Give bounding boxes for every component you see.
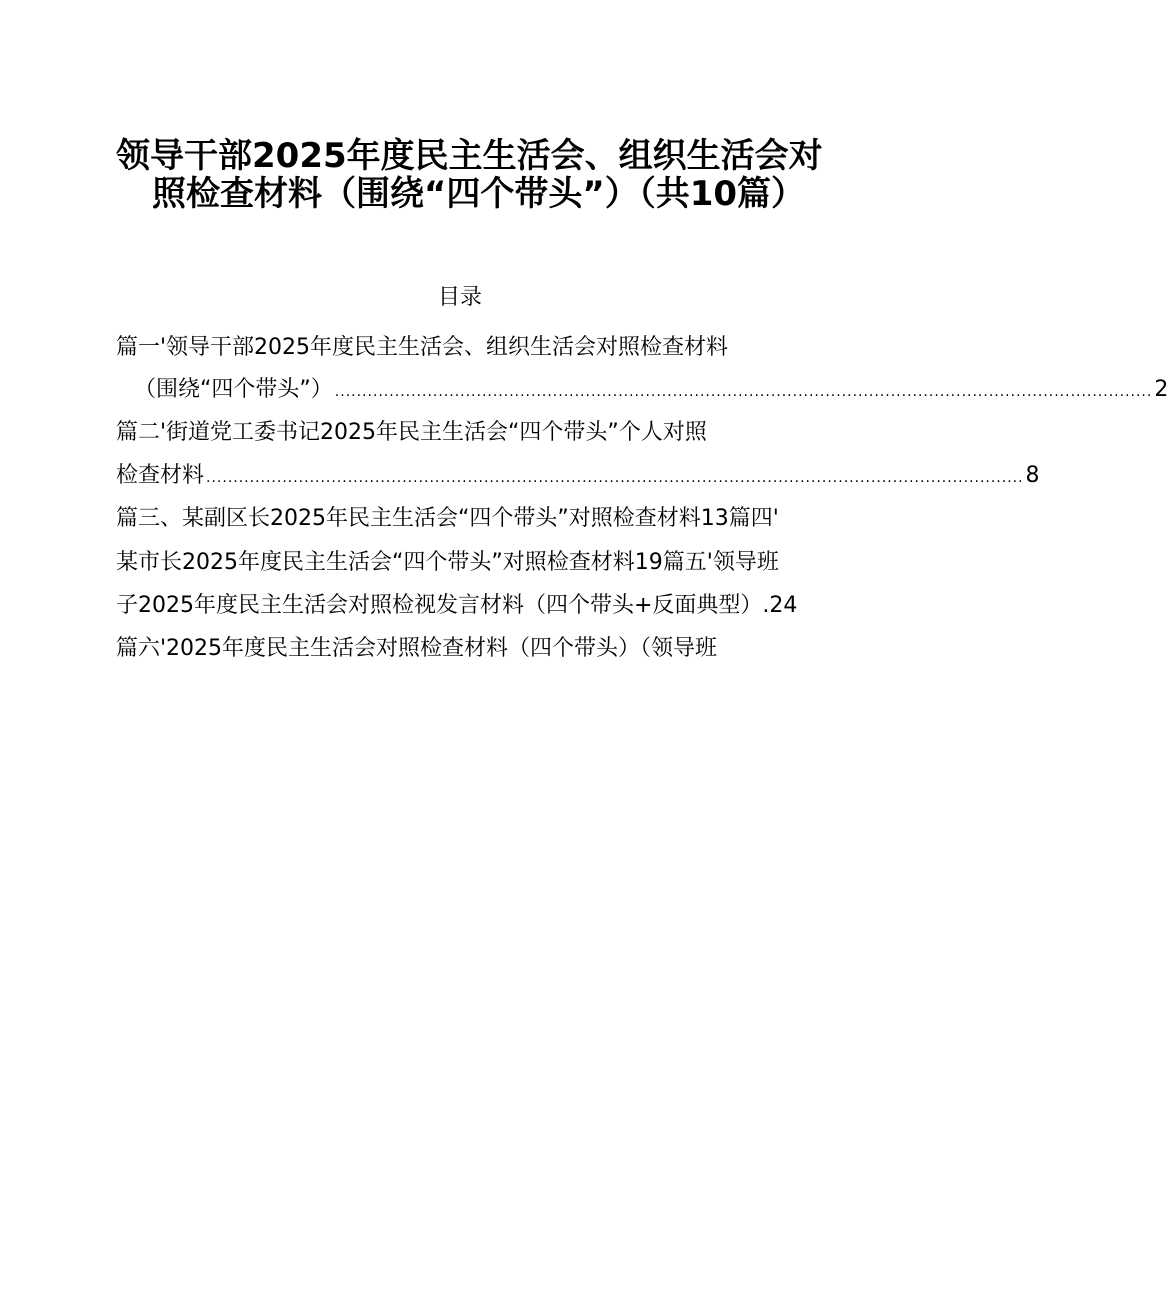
toc-entry-2-text: 检查材料: [116, 463, 205, 488]
toc-line-5[interactable]: 篇三、某副区长2025年民主生活会“四个带头”对照检查材料13篇四': [116, 506, 779, 531]
toc-entry-1-line-2[interactable]: [134, 375, 1168, 407]
toc-entry-2-line-2[interactable]: [116, 461, 1040, 493]
toc-entry-2-line-1[interactable]: 篇二'街道党工委书记2025年民主生活会“四个带头”个人对照: [116, 420, 707, 445]
toc-heading: 目录: [437, 285, 482, 310]
toc-line-8[interactable]: 篇六'2025年度民主生活会对照检查材料（四个带头）（领导班: [116, 636, 718, 661]
toc-dot-leader: ......................................................................................................................................................: [206, 470, 1024, 486]
toc-entry-1-text: （围绕“四个带头”）: [134, 377, 333, 402]
document-title-line-1: 领导干部2025年度民主生活会、组织生活会对: [116, 136, 823, 176]
toc-dot-leader: ......................................................................................................................................................: [334, 384, 1153, 400]
toc-entry-1-line-1[interactable]: 篇一'领导干部2025年度民主生活会、组织生活会对照检查材料: [116, 335, 729, 360]
toc-entry-1-page: 2: [1154, 377, 1168, 402]
document-title-line-2: 照检查材料（围绕“四个带头”）（共10篇）: [152, 174, 806, 214]
toc-entry-2-page: 8: [1025, 463, 1040, 488]
toc-line-7[interactable]: 子2025年度民主生活会对照检视发言材料（四个带头+反面典型）.24: [116, 593, 798, 618]
toc-line-6[interactable]: 某市长2025年度民主生活会“四个带头”对照检查材料19篇五'领导班: [116, 550, 779, 575]
